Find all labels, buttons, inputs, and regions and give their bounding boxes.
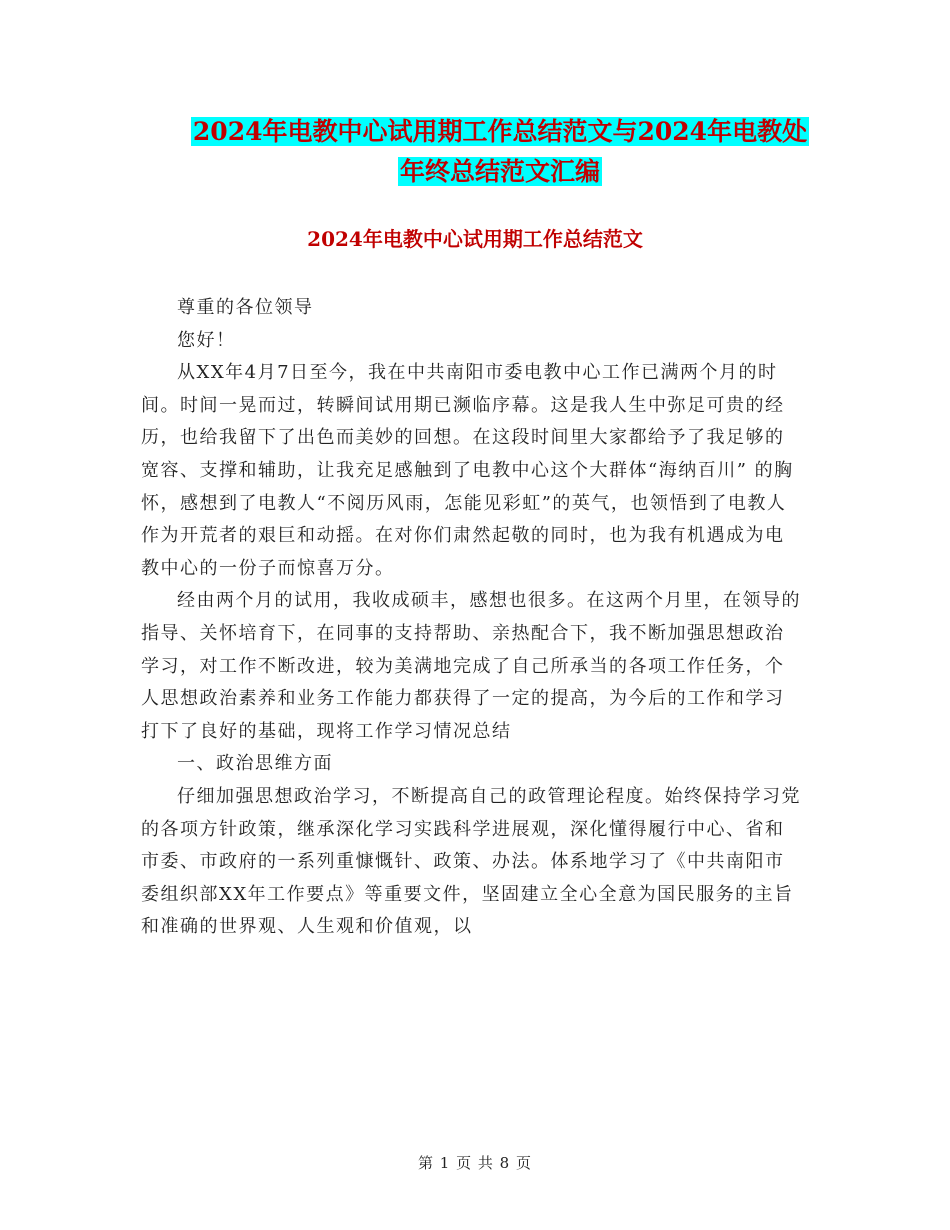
section-title: 2024年电教中心试用期工作总结范文 [307,227,643,251]
paragraph: 尊重的各位领导 [177,297,314,318]
paragraph: 一、政治思维方面 [177,753,333,775]
page-footer: 第 1 页 共 8 页 [418,1154,532,1172]
document-title [110,112,890,192]
title-line-2: 年终总结范文汇编 [399,157,600,186]
document-body [141,292,801,944]
paragraph: 您好！ [177,329,236,351]
paragraph: 从XX年4月7日至今，我在中共南阳市委电教中心工作已满两个月的时间。时间一晃而过，转瞬间试用期已濒临序幕。这是我人生中弥足可贵的经历，也给我留下了出色而美妙的回想。在这段时间里大家都给予了我足够的宽容、支撑和辅助，让我充足感触到了电教中心这个大群体“海纳百川” 的胸怀，感想到了电教人“不阅历风雨，怎能见彩虹”的英气，也领悟到了电教人作为开荒者的艰巨和动摇。在对你们肃然起敬的同时，也为我有机遇成为电教中心的一份子而惊喜万分。 [141,362,794,579]
paragraph: 仔细加强思想政治学习，不断提高自己的政管理论程度。始终保持学习党的各项方针政策，继承深化学习实践科学进展观，深化懂得履行中心、省和市委、市政府的一系列重慷慨针、政策、办法。体系地学习了《中共南阳市委组织部XX年工作要点》等重要文件，坚固建立全心全意为国民服务的主旨和准确的世界观、人生观和价值观，以 [141,785,801,938]
paragraph: 经由两个月的试用，我收成硕丰，感想也很多。在这两个月里，在领导的指导、关怀培育下，在同事的支持帮助、亲热配合下，我不断加强思想政治学习，对工作不断改进，较为美满地完成了自己所承当的各项工作任务，个人思想政治素养和业务工作能力都获得了一定的提高，为今后的工作和学习打下了良好的基础，现将工作学习情况总结 [141,590,801,742]
title-line-1: 2024年电教中心试用期工作总结范文与2024年电教处 [192,117,808,146]
